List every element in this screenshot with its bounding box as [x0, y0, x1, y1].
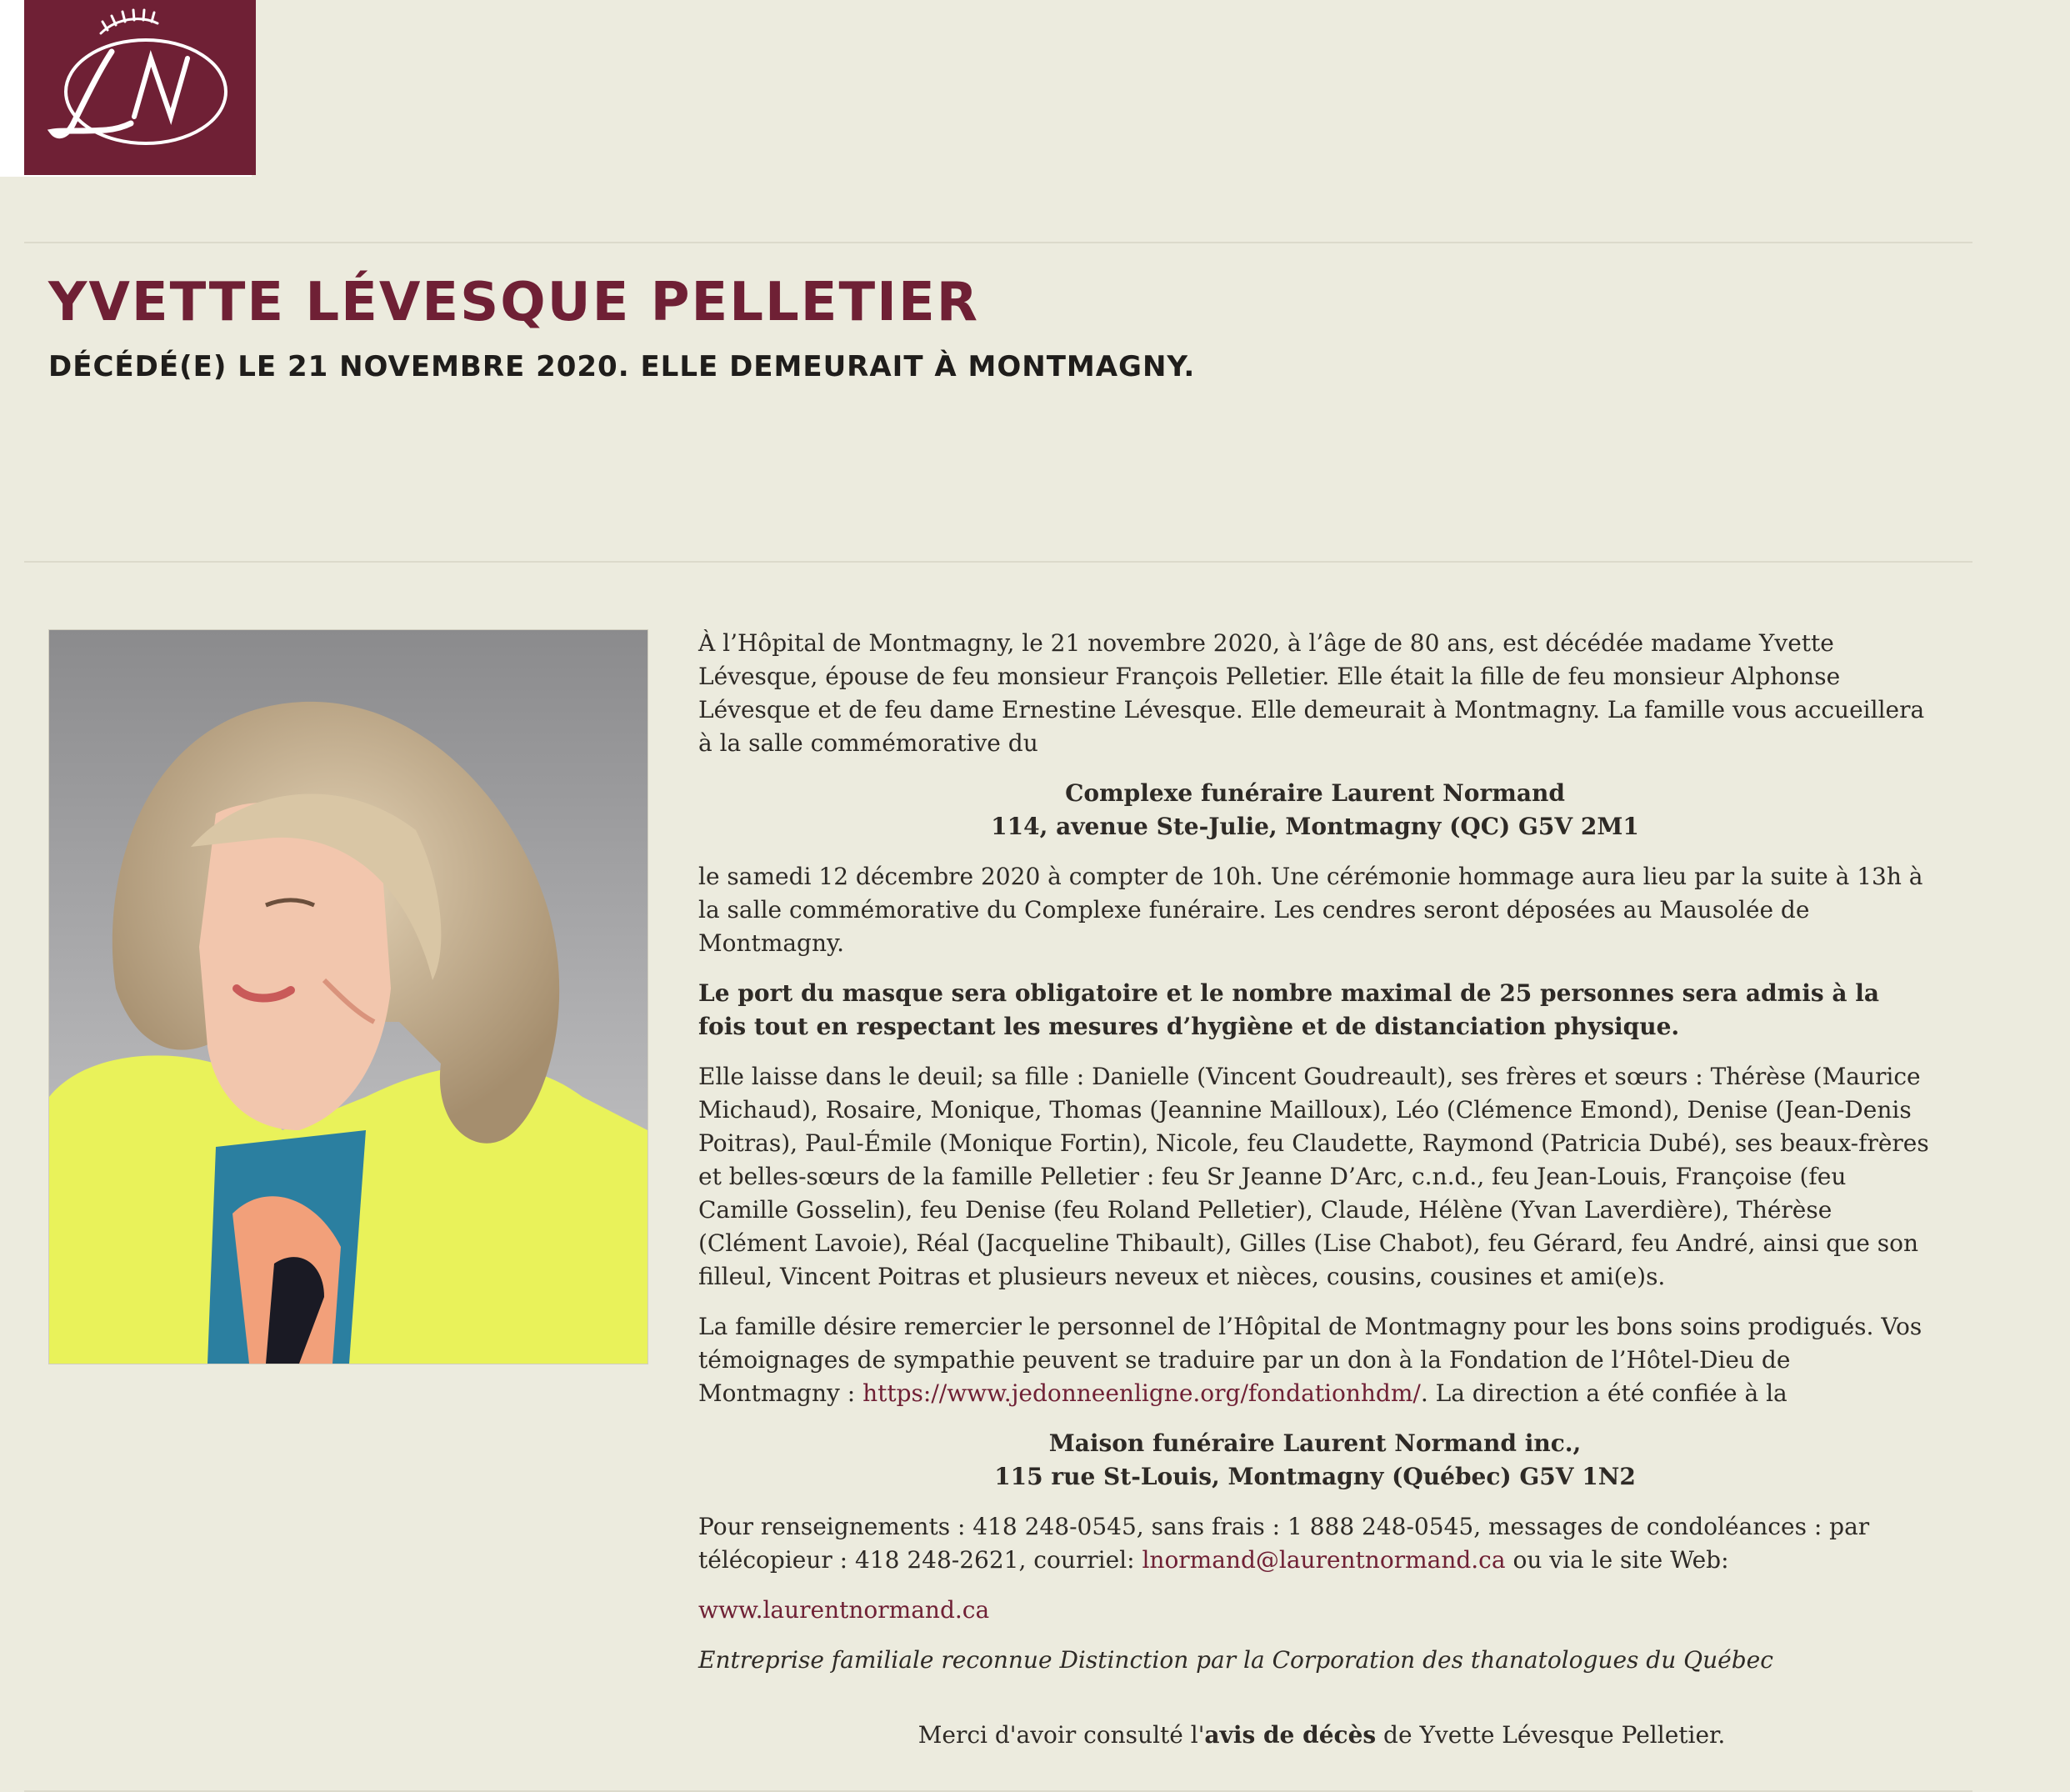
ceremony-paragraph: le samedi 12 décembre 2020 à compter de 10h. Une cérémonie hommage aura lieu par la suite à 13h à la salle commémorative du Complexe funéraire. Les cendres seront déposées au Mausolée de Montmagny. — [698, 863, 1923, 957]
funeral-home-name: Maison funéraire Laurent Normand inc., — [1048, 1429, 1582, 1457]
donation-text: La famille désire remercier le personnel de l’Hôpital de Montmagny pour les bons soins prodigués. Vos témoignages de sympathie peuvent se traduire par un don à la Fondation de l’Hôtel-Dieu de Montmagny : — [698, 1313, 1922, 1407]
thanks-paragraph — [698, 1310, 1932, 1410]
email-link[interactable]: lnormand@laurentnormand.ca — [1142, 1546, 1506, 1574]
thanks-after: de Yvette Lévesque Pelletier. — [1376, 1721, 1726, 1749]
obituary-text — [698, 627, 1932, 1694]
website-paragraph — [698, 1594, 1932, 1627]
thanks-bold: avis de décès — [1204, 1721, 1377, 1749]
header-divider — [24, 561, 1972, 563]
footer-thanks — [698, 1719, 1945, 1752]
venue-name: Complexe funéraire Laurent Normand — [1065, 779, 1565, 807]
direction-text: . La direction a été confiée à la — [1420, 1379, 1788, 1407]
ln-logo-icon[interactable] — [24, 0, 256, 175]
donation-link[interactable]: https://www.jedonneenligne.org/fondationhdm/ — [862, 1379, 1421, 1407]
top-divider — [24, 242, 1972, 243]
logo-container[interactable] — [0, 0, 252, 177]
funeral-home-street: 115 rue St-Louis, Montmagny (Québec) G5V 1N2 — [994, 1463, 1636, 1490]
thanks-before: Merci d'avoir consulté l' — [918, 1721, 1205, 1749]
portrait-photo — [48, 629, 648, 1364]
venue-address — [698, 777, 1932, 843]
mask-notice: Le port du masque sera obligatoire et le nombre maximal de 25 personnes sera admis à la fois tout en respectant les mesures d’hygiène et de distanciation physique. — [698, 979, 1880, 1040]
intro-paragraph: À l’Hôpital de Montmagny, le 21 novembre 2020, à l’âge de 80 ans, est décédée madame Yvette Lévesque, épouse de feu monsieur François Pelletier. Elle était la fille de feu monsieur Alphonse Lévesque et de feu dame Ernestine Lévesque. Elle demeurait à Montmagny. La famille vous accueillera à la salle commémorative du — [698, 629, 1925, 757]
contact-website-text: ou via le site Web: — [1505, 1546, 1729, 1574]
page-title: YVETTE LÉVESQUE PELLETIER — [48, 272, 979, 333]
contact-paragraph — [698, 1510, 1932, 1577]
venue-street: 114, avenue Ste-Julie, Montmagny (QC) G5V 2M1 — [991, 813, 1639, 840]
website-link[interactable]: www.laurentnormand.ca — [698, 1596, 990, 1624]
distinction-text: Entreprise familiale reconnue Distinction par la Corporation des thanatologues du Québec — [698, 1646, 1773, 1674]
family-paragraph: Elle laisse dans le deuil; sa fille : Danielle (Vincent Goudreault), ses frères et sœurs : Thérèse (Maurice Michaud), Rosaire, Monique, Thomas (Jeannine Mailloux), Léo (Clémence Emond), Denise (Jean-Denis Poitras), Paul-Émile (Monique Fortin), Nicole, feu Claudette, Raymond (Patricia Dubé), ses beaux-frères et belles-sœurs de la famille Pelletier : feu Sr Jeanne D’Arc, c.n.d., feu Jean-Louis, Françoise (feu Camille Gosselin), feu Denise (feu Roland Pelletier), Claude, Hélène (Yvan Laverdière), Thérèse (Clément Lavoie), Réal (Jacqueline Thibault), Gilles (Lise Chabot), feu Gérard, feu André, ainsi que son filleul, Vincent Poitras et plusieurs neveux et nièces, cousins, cousines et ami(e)s. — [698, 1063, 1929, 1290]
death-subtitle: DÉCÉDÉ(E) LE 21 NOVEMBRE 2020. ELLE DEMEURAIT À MONTMAGNY. — [48, 350, 1196, 383]
funeral-home-address — [698, 1427, 1932, 1494]
contact-text: Pour renseignements : 418 248-0545, sans frais : 1 888 248-0545, messages de condoléances : par télécopieur : 418 248-2621, courriel: — [698, 1513, 1870, 1574]
